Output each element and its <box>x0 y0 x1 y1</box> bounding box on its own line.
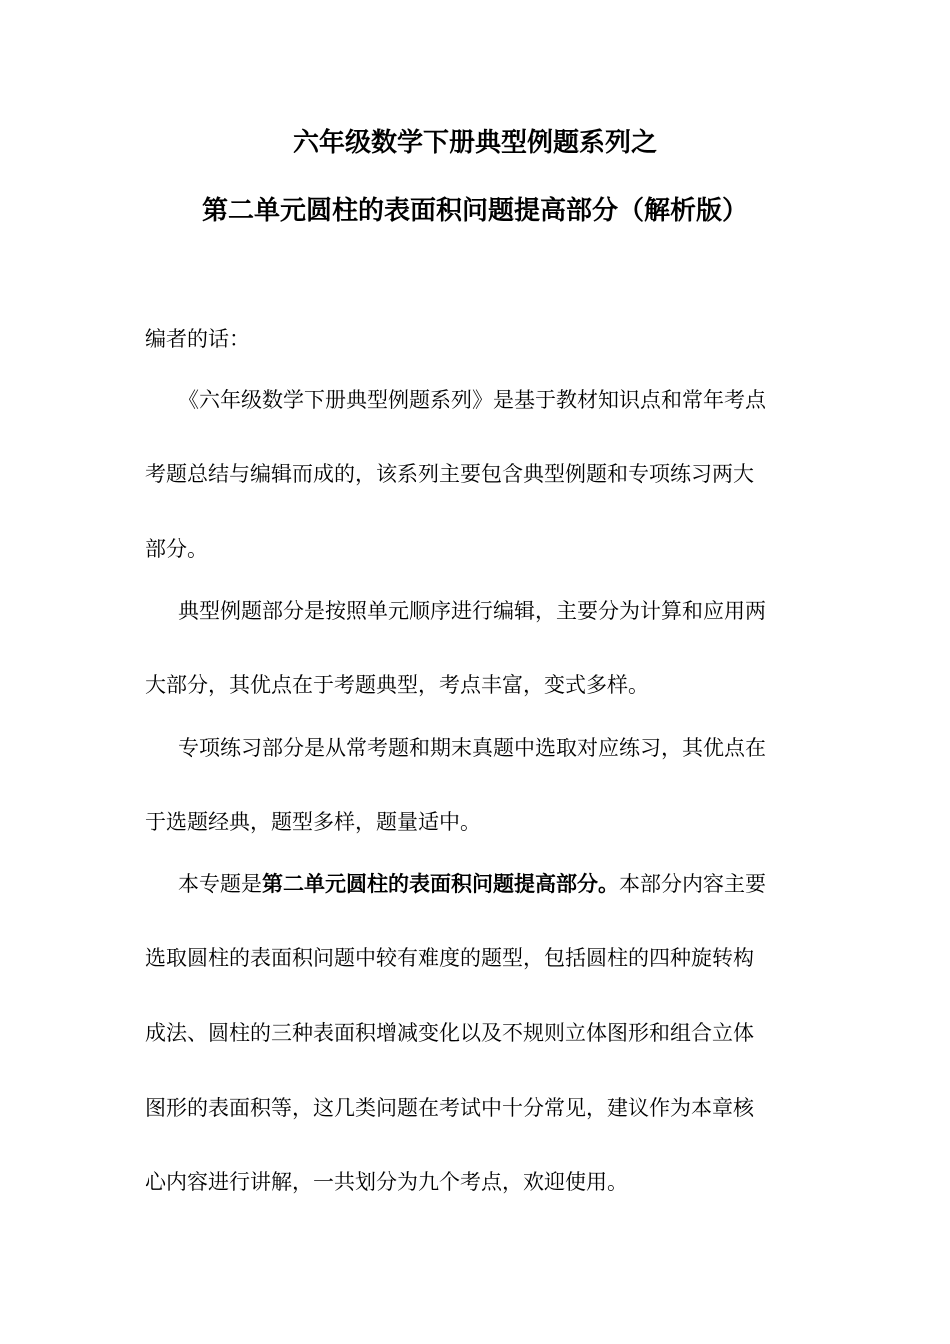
paragraph-4-suffix: 本部分内容主要 <box>619 872 766 896</box>
paragraph-4-line-5: 心内容进行讲解，一共划分为九个考点，欢迎使用。 <box>145 1170 628 1194</box>
paragraph-1-line-1: 《六年级数学下册典型例题系列》是基于教材知识点和常年考点 <box>178 388 766 412</box>
paragraph-4-line-3: 成法、圆柱的三种表面积增减变化以及不规则立体图形和组合立体 <box>145 1021 754 1045</box>
editor-heading: 编者的话： <box>145 327 250 351</box>
paragraph-2-line-1: 典型例题部分是按照单元顺序进行编辑，主要分为计算和应用两 <box>178 599 766 623</box>
paragraph-1-line-2: 考题总结与编辑而成的，该系列主要包含典型例题和专项练习两大 <box>145 462 754 486</box>
paragraph-2-line-2: 大部分，其优点在于考题典型，考点丰富，变式多样。 <box>145 673 649 697</box>
paragraph-4-prefix: 本专题是 <box>178 872 262 896</box>
document-title-line1: 六年级数学下册典型例题系列之 <box>292 128 657 158</box>
document-title-line2: 第二单元圆柱的表面积问题提高部分（解析版） <box>201 196 748 226</box>
paragraph-4-line-4: 图形的表面积等，这几类问题在考试中十分常见，建议作为本章核 <box>145 1096 754 1120</box>
paragraph-4-line-1 <box>178 870 766 898</box>
paragraph-3-line-2: 于选题经典，题型多样，题量适中。 <box>145 810 481 834</box>
paragraph-4-line-2: 选取圆柱的表面积问题中较有难度的题型，包括圆柱的四种旋转构 <box>145 946 754 970</box>
paragraph-3-line-1: 专项练习部分是从常考题和期末真题中选取对应练习，其优点在 <box>178 736 766 760</box>
paragraph-4-bold-topic: 第二单元圆柱的表面积问题提高部分。 <box>262 872 619 896</box>
paragraph-1-line-3: 部分。 <box>145 537 208 561</box>
